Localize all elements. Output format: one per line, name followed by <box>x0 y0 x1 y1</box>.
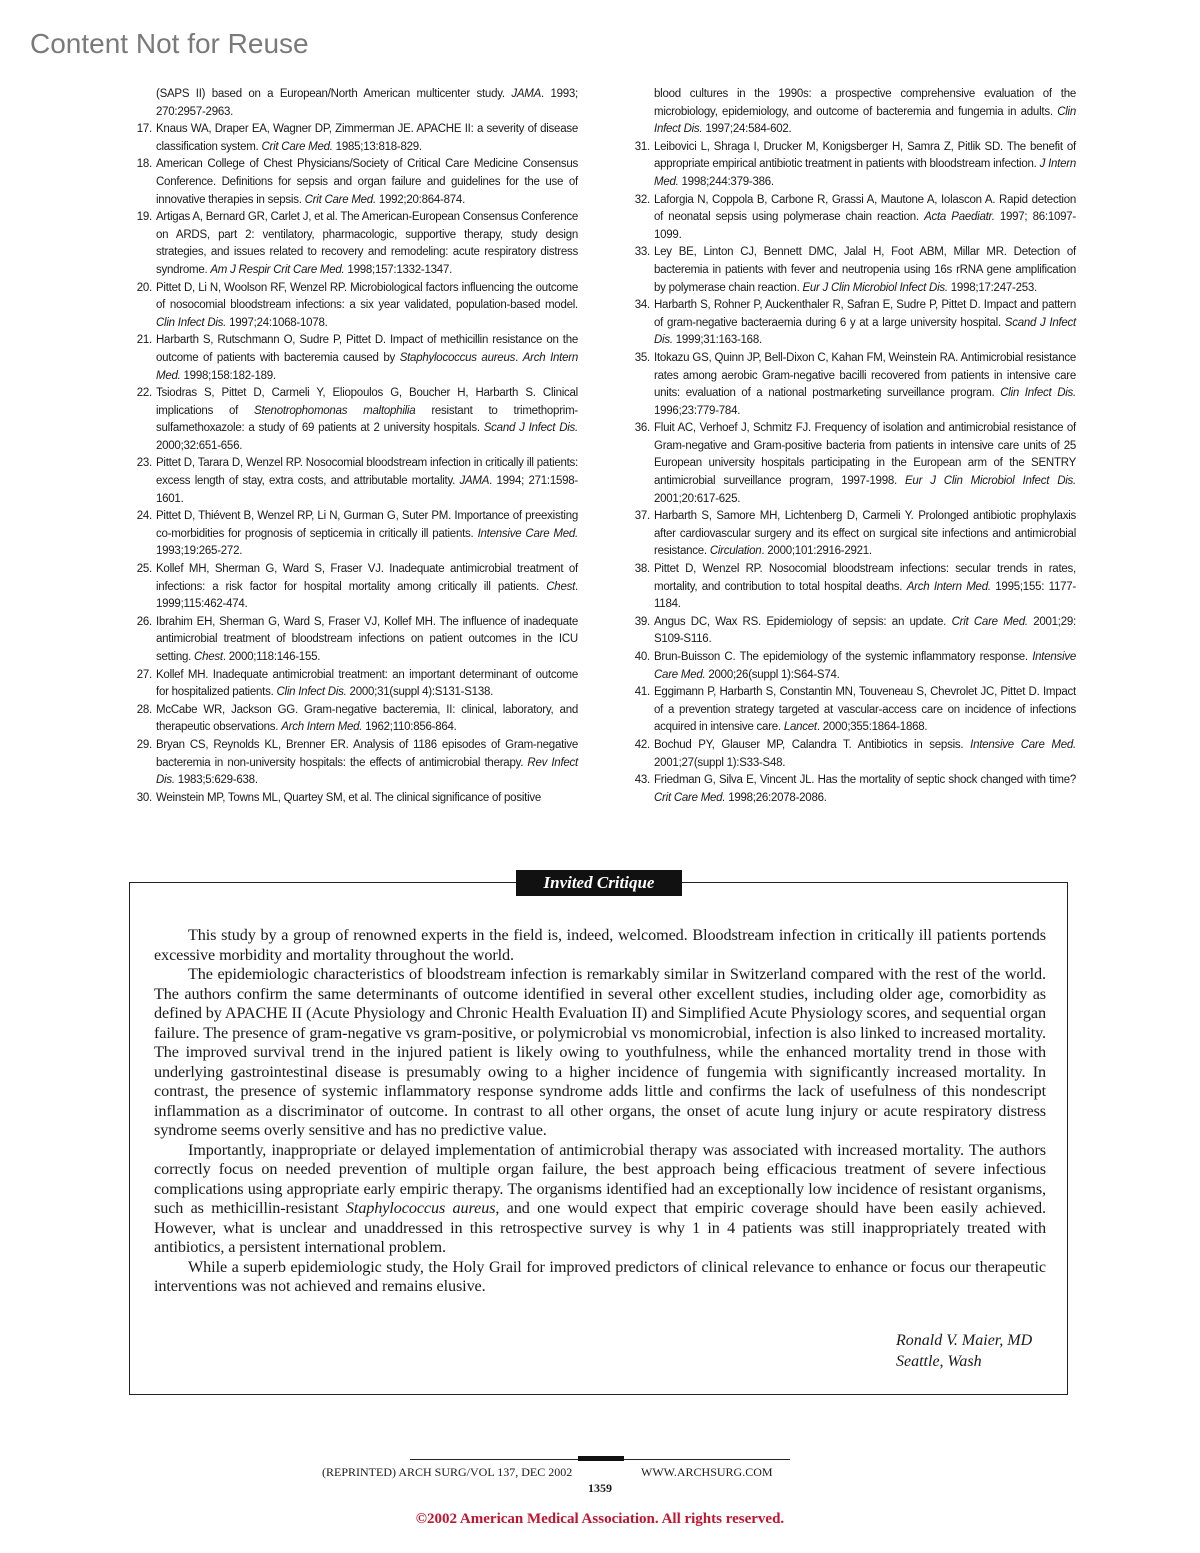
reference-number: 21. <box>136 334 152 347</box>
watermark: Content Not for Reuse <box>30 28 309 59</box>
reference-number: 34. <box>634 299 650 312</box>
reference-item <box>626 561 1076 614</box>
reference-number: 40. <box>634 651 650 663</box>
page-number: 1359 <box>588 1481 612 1495</box>
reference-text: Fluit AC, Verhoef J, Schmitz FJ. Frequency of isolation and antimicrobial resistance of Gram-negative and Gram-positive bacteria from patients in intensive care units of 25 European university hospitals participating in the European arm of the SENTRY antimicrobial surveillance program, 1997-1998. Eur J Clin Microbiol Infect Dis. 2001;20:617-625. <box>654 422 1077 505</box>
reference-item <box>626 244 1076 297</box>
reference-text: Artigas A, Bernard GR, Carlet J, et al. The American-European Consensus Conference on ARDS, part 2: ventilatory, pharmacologic, supportive therapy, study design strategies, and issues related to recovery and remodeling: acute respiratory distress syndrome. Am J Respir Crit Care Med. 1998;157:1332-1347. <box>156 211 578 276</box>
reference-text: McCabe WR, Jackson GG. Gram-negative bacteremia, II: clinical, laboratory, and therapeutic observations. Arch Intern Med. 1962;110:856-864. <box>156 703 578 734</box>
reference-item <box>626 684 1076 737</box>
reference-item <box>128 667 578 702</box>
critique-paragraph: The epidemiologic characteristics of bloodstream infection is remarkably similar in Switzerland compared with the rest of the world. The authors confirm the same determinants of outcome identified in several other excellent studies, including older age, comorbidity as defined by APACHE II (Acute Physiology and Chronic Health Evaluation II) and Simplified Acute Physiology scores, and sequential organ failure. The presence of gram-negative vs gram-positive, or polymicrobial vs monomicrobial, infection is also linked to increased mortality. The improved survival trend in the injured patient is likely owing to youthfulness, while the enhanced mortality trend in those with underlying gastrointestinal disease is presumably owing to a higher incidence of fungemia with significantly increased mortality. In contrast, the presence of systemic inflammatory response syndrome adds little and confirms the lack of usefulness of this nondescript inflammation as a discriminator of outcome. In contrast to all other organs, the onset of acute lung injury or acute respiratory distress syndrome seems overly sensitive and has no predictive value. <box>154 965 1046 1139</box>
reference-item <box>626 614 1076 649</box>
reference-item <box>626 737 1076 772</box>
reference-text: Kollef MH. Inadequate antimicrobial treatment: an important determinant of outcome for hospitalized patients. Clin Infect Dis. 2000;31(suppl 4):S131-S138. <box>156 668 578 699</box>
reference-number: 36. <box>634 422 650 435</box>
reference-number: 20. <box>136 281 152 294</box>
reference-item <box>128 790 578 808</box>
reference-item <box>128 332 578 385</box>
reference-number: 30. <box>136 791 152 804</box>
reference-number: 32. <box>634 193 650 206</box>
reference-number: 31. <box>634 140 650 153</box>
reference-item <box>128 702 578 737</box>
reference-item <box>128 121 578 156</box>
reference-text: Harbarth S, Rohner P, Auckenthaler R, Safran E, Sudre P, Pittet D. Impact and pattern of gram-negative bacteraemia during 6 y at a large university hospital. Scand J Infect Dis. 1999;31:163-168. <box>654 299 1077 347</box>
reference-item <box>128 86 578 121</box>
reference-number: 25. <box>136 563 152 576</box>
reference-number: 23. <box>136 457 152 470</box>
reference-text: Laforgia N, Coppola B, Carbone R, Grassi A, Mautone A, Iolascon A. Rapid detection of neonatal sepsis using polymerase chain reaction. Acta Paediatr. 1997; 86:1097-1099. <box>654 193 1076 241</box>
reference-number: 19. <box>136 211 152 224</box>
reference-text: Pittet D, Tarara D, Wenzel RP. Nosocomial bloodstream infection in critically ill patients: excess length of stay, extra costs, and attributable mortality. JAMA. 1994; 271:1598-1601. <box>156 457 578 505</box>
reference-number: 24. <box>136 510 152 523</box>
reference-text: blood cultures in the 1990s: a prospective comprehensive evaluation of the microbiology, epidemiology, and outcome of bacteremia and fungemia in adults. Clin Infect Dis. 1997;24:584-602. <box>654 88 1076 136</box>
reference-number: 33. <box>634 246 650 259</box>
reference-item <box>128 508 578 561</box>
reference-number: 37. <box>634 510 650 523</box>
reference-text: Harbarth S, Rutschmann O, Sudre P, Pittet D. Impact of methicillin resistance on the outcome of patients with bacteremia caused by Staphylococcus aureus. Arch Intern Med. 1998;158:182-189. <box>156 334 579 382</box>
critique-signature <box>896 1330 1032 1372</box>
reference-text: Angus DC, Wax RS. Epidemiology of sepsis: an update. Crit Care Med. 2001;29: S109-S116. <box>654 615 1076 646</box>
reference-text: Brun-Buisson C. The epidemiology of the systemic inflammatory response. Intensive Care Med. 2000;26(suppl 1):S64-S74. <box>654 651 1076 681</box>
reference-text: Harbarth S, Samore MH, Lichtenberg D, Carmeli Y. Prolonged antibiotic prophylaxis after cardiovascular surgery and its effect on surgical site infections and antimicrobial resistance. Circulation. 2000;101:2916-2921. <box>654 510 1076 558</box>
reference-number: 39. <box>634 615 650 628</box>
reference-number: 42. <box>634 738 650 751</box>
reference-text: Kollef MH, Sherman G, Ward S, Fraser VJ. Inadequate antimicrobial treatment of infections: a risk factor for hospital mortality among critically ill patients. Chest. 1999;115:462-474. <box>156 563 578 611</box>
reference-number: 17. <box>136 123 152 136</box>
reference-number <box>626 86 654 139</box>
reference-list <box>128 86 1076 807</box>
journal-citation: (REPRINTED) ARCH SURG/VOL 137, DEC 2002 <box>322 1465 573 1479</box>
reference-item <box>128 737 578 790</box>
reference-text: Pittet D, Li N, Woolson RF, Wenzel RP. Microbiological factors influencing the outcome of nosocomial bloodstream infections: a six year validated, population-based model. Clin Infect Dis. 1997;24:1068-1078. <box>156 281 578 329</box>
reference-number: 29. <box>136 738 152 751</box>
reference-text: American College of Chest Physicians/Society of Critical Care Medicine Consensus Conference. Definitions for sepsis and organ failure and guidelines for the use of innovative therapies in sepsis. Crit Care Med. 1992;20:864-874. <box>156 158 578 206</box>
reference-number: 38. <box>634 563 650 576</box>
reference-item <box>128 614 578 667</box>
reference-item <box>626 297 1076 350</box>
reference-item <box>128 455 578 508</box>
critique-paragraph: Importantly, inappropriate or delayed implementation of antimicrobial therapy was associated with increased mortality. The authors correctly focus on needed prevention of multiple organ failure, the best approach being efficacious treatment of severe infectious complications using appropriate early empiric therapy. The organisms identified had an exceptionally low incidence of resistant organisms, such as methicillin-resistant Staphylococcus aureus, and one would expect that empiric coverage should have been easily achieved. However, what is unclear and unaddressed in this retrospective survey is why 1 in 4 patients was still inappropriately treated with antibiotics, a persistent international problem. <box>154 1140 1046 1256</box>
critique-body <box>154 926 1046 1297</box>
reference-column-left <box>128 86 578 807</box>
reference-item <box>626 772 1076 807</box>
reference-text: Leibovici L, Shraga I, Drucker M, Konigsberger H, Samra Z, Pitlik SD. The benefit of appropriate empirical antibiotic treatment in patients with bloodstream infection. J Intern Med. 1998;244:379-386. <box>654 140 1076 188</box>
reference-item <box>128 209 578 279</box>
reference-item <box>626 86 1076 139</box>
reference-number: 41. <box>634 686 650 699</box>
reference-text: Friedman G, Silva E, Vincent JL. Has the mortality of septic shock changed with time? Crit Care Med. 1998;26:2078-2086. <box>654 774 1076 804</box>
reference-text: Bryan CS, Reynolds KL, Brenner ER. Analysis of 1186 episodes of Gram-negative bacteremia in non-university hospitals: the effects of antimicrobial therapy. Rev Infect Dis. 1983;5:629-638. <box>156 738 578 787</box>
critique-paragraph: While a superb epidemiologic study, the Holy Grail for improved predictors of clinical relevance to enhance or focus our therapeutic interventions was not achieved and remains elusive. <box>154 1257 1046 1295</box>
reference-item <box>626 420 1076 508</box>
reference-text: Pittet D, Thiévent B, Wenzel RP, Li N, Gurman G, Suter PM. Importance of preexisting co-morbidities for prognosis of septicemia in critically ill patients. Intensive Care Med. 1993;19:265-272. <box>156 510 578 558</box>
author-location: Seattle, Wash <box>896 1353 982 1370</box>
reference-text: (SAPS II) based on a European/North American multicenter study. JAMA. 1993; 270:2957-2963. <box>156 88 578 118</box>
reference-item <box>626 192 1076 245</box>
copyright-notice: ©2002 American Medical Association. All rights reserved. <box>415 1511 785 1527</box>
reference-item <box>626 350 1076 420</box>
reference-item <box>128 561 578 614</box>
reference-column-right <box>626 86 1076 807</box>
reference-number: 28. <box>136 703 152 716</box>
critique-title: Invited Critique <box>516 870 682 896</box>
critique-paragraph: This study by a group of renowned experts in the field is, indeed, welcomed. Bloodstream infection in critically ill patients portends excessive morbidity and mortality throughout the world. <box>154 926 1046 964</box>
reference-text: Weinstein MP, Towns ML, Quartey SM, et al. The clinical significance of positive <box>156 791 542 804</box>
reference-item <box>128 280 578 333</box>
reference-number <box>128 86 156 121</box>
reference-item <box>128 156 578 209</box>
reference-text: Pittet D, Wenzel RP. Nosocomial bloodstream infections: secular trends in rates, mortality, and contribution to total hospital deaths. Arch Intern Med. 1995;155: 1177-1184. <box>654 563 1076 611</box>
reference-text: Itokazu GS, Quinn JP, Bell-Dixon C, Kahan FM, Weinstein RA. Antimicrobial resistance rates among aerobic Gram-negative bacilli recovered from patients in intensive care units: evaluation of a national postmarketing surveillance program. Clin Infect Dis. 1996;23:779-784. <box>654 351 1076 417</box>
reference-text: Tsiodras S, Pittet D, Carmeli Y, Eliopoulos G, Boucher H, Harbarth S. Clinical implications of Stenotrophomonas maltophilia resistant to trimethoprim-sulfamethoxazole: a study of 69 patients at 2 university hospitals. Scand J Infect Dis. 2000;32:651-656. <box>156 387 579 452</box>
reference-number: 35. <box>634 351 650 364</box>
reference-text: Ley BE, Linton CJ, Bennett DMC, Jalal H, Foot ABM, Millar MR. Detection of bacteremia in patients with fever and neutropenia using 16s rRNA gene amplification by polymerase chain reaction. Eur J Clin Microbiol Infect Dis. 1998;17:247-253. <box>654 246 1076 294</box>
reference-item <box>626 139 1076 192</box>
reference-item <box>128 385 578 455</box>
reference-item <box>626 508 1076 561</box>
author-name: Ronald V. Maier, MD <box>896 1332 1033 1349</box>
reference-number: 26. <box>136 615 152 628</box>
reference-number: 43. <box>634 774 650 787</box>
journal-website: WWW.ARCHSURG.COM <box>641 1465 773 1479</box>
footer-rule-tab <box>578 1456 624 1461</box>
reference-text: Knaus WA, Draper EA, Wagner DP, Zimmerman JE. APACHE II: a severity of disease classification system. Crit Care Med. 1985;13:818-829. <box>156 123 578 153</box>
reference-number: 27. <box>136 668 152 681</box>
reference-text: Eggimann P, Harbarth S, Constantin MN, Touveneau S, Chevrolet JC, Pittet D. Impact of a prevention strategy targeted at vascular-access care on incidence of infections acquired in intensive care. Lancet. 2000;355:1864-1868. <box>654 686 1076 734</box>
reference-text: Bochud PY, Glauser MP, Calandra T. Antibiotics in sepsis. Intensive Care Med. 2001;27(suppl 1):S33-S48. <box>654 738 1077 769</box>
reference-text: Ibrahim EH, Sherman G, Ward S, Fraser VJ, Kollef MH. The influence of inadequate antimicrobial treatment of bloodstream infections on patient outcomes in the ICU setting. Chest. 2000;118:146-155. <box>156 615 578 663</box>
reference-number: 18. <box>136 158 152 171</box>
reference-item <box>626 649 1076 684</box>
reference-number: 22. <box>136 387 152 400</box>
